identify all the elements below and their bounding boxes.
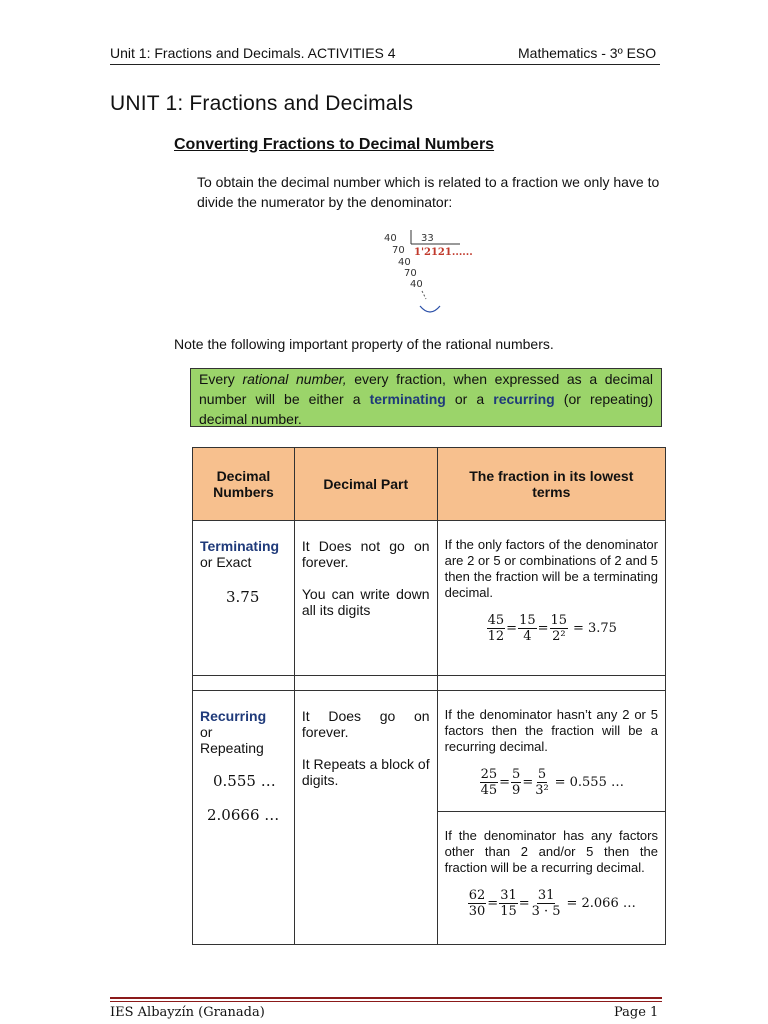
page-number: Page 1 [614, 1005, 659, 1020]
table-row-recurring [193, 691, 666, 812]
fraction: $\frac{45}{12}$ [487, 613, 505, 644]
recurring-formula-2: $\frac{62}{30}$ = $\frac{31}{15}$ = $\frac{31}{3 \cdot 5}$ = 2.066 … [468, 888, 636, 919]
divisor: 33 [421, 233, 434, 244]
footer-rule-thin [110, 1001, 662, 1002]
division-row: 40 [398, 257, 411, 268]
header-decimal-numbers: Decimal Numbers [193, 448, 295, 521]
example-terminating: 3.75 [226, 588, 260, 606]
table-header-row [193, 448, 666, 521]
table-gap-row [193, 676, 666, 691]
formula-result: = 2.066 … [566, 896, 636, 911]
fraction: $\frac{31}{15}$ [500, 888, 517, 919]
header-rule [110, 64, 660, 65]
label-exact: or Exact [200, 554, 252, 570]
page-title: UNIT 1: Fractions and Decimals [110, 92, 414, 115]
page-header-right: Mathematics - 3º ESO [518, 45, 657, 61]
division-row: 40 [410, 279, 423, 290]
terminating-part-2: You can write down all its digits [301, 586, 430, 618]
division-row: 40 [384, 233, 397, 244]
page-header-left: Unit 1: Fractions and Decimals. ACTIVITIES 4 [110, 45, 396, 61]
cell-terminating-rule [437, 521, 665, 676]
recurring-part-1: It Does go on forever. [301, 708, 430, 740]
fraction: $\frac{15}{4}$ [519, 613, 536, 644]
footer-school: IES Albayzín (Granada) [110, 1005, 265, 1020]
division-row: 70 [404, 268, 417, 279]
property-text: every fraction, when expressed as a decimal number will be either a [199, 371, 653, 407]
example-recurring-2: 2.0666 … [207, 806, 280, 824]
terminating-formula: $\frac{45}{12}$ = $\frac{15}{4}$ = $\frac{15}{\text{2²}}$ = 3.75 [487, 613, 617, 644]
label-terminating: Terminating [200, 538, 280, 554]
label-or: or [200, 724, 213, 740]
example-recurring-1: 0.555 … [213, 772, 276, 790]
header-decimal-part: Decimal Part [294, 448, 437, 521]
recurring-rule-1: If the denominator hasn’t any 2 or 5 factors then the fraction will be a recurring decimal. [444, 707, 658, 754]
cell-recurring-part [294, 691, 437, 945]
decimal-types-table [192, 447, 666, 945]
note-text: Note the following important property of the rational numbers. [174, 336, 554, 352]
cell-recurring-rule-2 [437, 812, 665, 945]
cell-terminating-part [294, 521, 437, 676]
label-repeating: Repeating [200, 740, 264, 756]
repeat-arc-icon [420, 306, 440, 312]
cell-recurring-rule-1 [437, 691, 665, 812]
terminating-rule: If the only factors of the denominator are 2 or 5 or combinations of 2 and 5 then the fraction will be a terminating decimal. [444, 537, 658, 600]
continuation-dots [422, 291, 426, 299]
cell-terminating-label [193, 521, 295, 676]
fraction: $\frac{15}{\text{2²}}$ [550, 613, 568, 644]
recurring-part-2: It Repeats a block of digits. [301, 756, 430, 788]
header-lowest-terms: The fraction in its lowest terms [437, 448, 665, 521]
table-row-terminating [193, 521, 666, 676]
intro-paragraph: To obtain the decimal number which is related to a fraction we only have to divide the numerator by the denominator: [197, 174, 660, 210]
formula-result: = 3.75 [572, 621, 617, 636]
property-text: (or repeating) decimal number. [199, 391, 653, 427]
fraction: $\frac{5}{9}$ [512, 767, 521, 798]
recurring-rule-2: If the denominator has any factors other than 2 and/or 5 then the fraction will be a recurring decimal. [444, 828, 658, 875]
recurring-formula-1: $\frac{25}{45}$ = $\frac{5}{9}$ = $\frac{5}{\text{3²}}$ = 0.555 … [480, 767, 624, 798]
property-box [190, 368, 662, 427]
property-text: or a [445, 391, 494, 407]
division-row: 70 [392, 245, 405, 256]
footer-rule [110, 997, 662, 999]
property-emphasis: rational number, [242, 371, 347, 387]
long-division-figure [378, 228, 488, 323]
terminating-part-1: It Does not go on forever. [301, 538, 430, 570]
section-subtitle: Converting Fractions to Decimal Numbers [174, 136, 495, 153]
label-recurring: Recurring [200, 708, 267, 724]
fraction: $\frac{25}{45}$ [480, 767, 498, 798]
fraction: $\frac{62}{30}$ [468, 888, 486, 919]
cell-recurring-label [193, 691, 295, 945]
keyword-recurring: recurring [493, 391, 555, 407]
property-text: Every [199, 371, 243, 387]
fraction: $\frac{5}{\text{3²}}$ [535, 767, 549, 798]
keyword-terminating: terminating [369, 391, 446, 407]
fraction: $\frac{31}{3 \cdot 5}$ [531, 888, 561, 919]
quotient: 1'2121...... [414, 247, 473, 258]
formula-result: = 0.555 … [554, 775, 624, 790]
